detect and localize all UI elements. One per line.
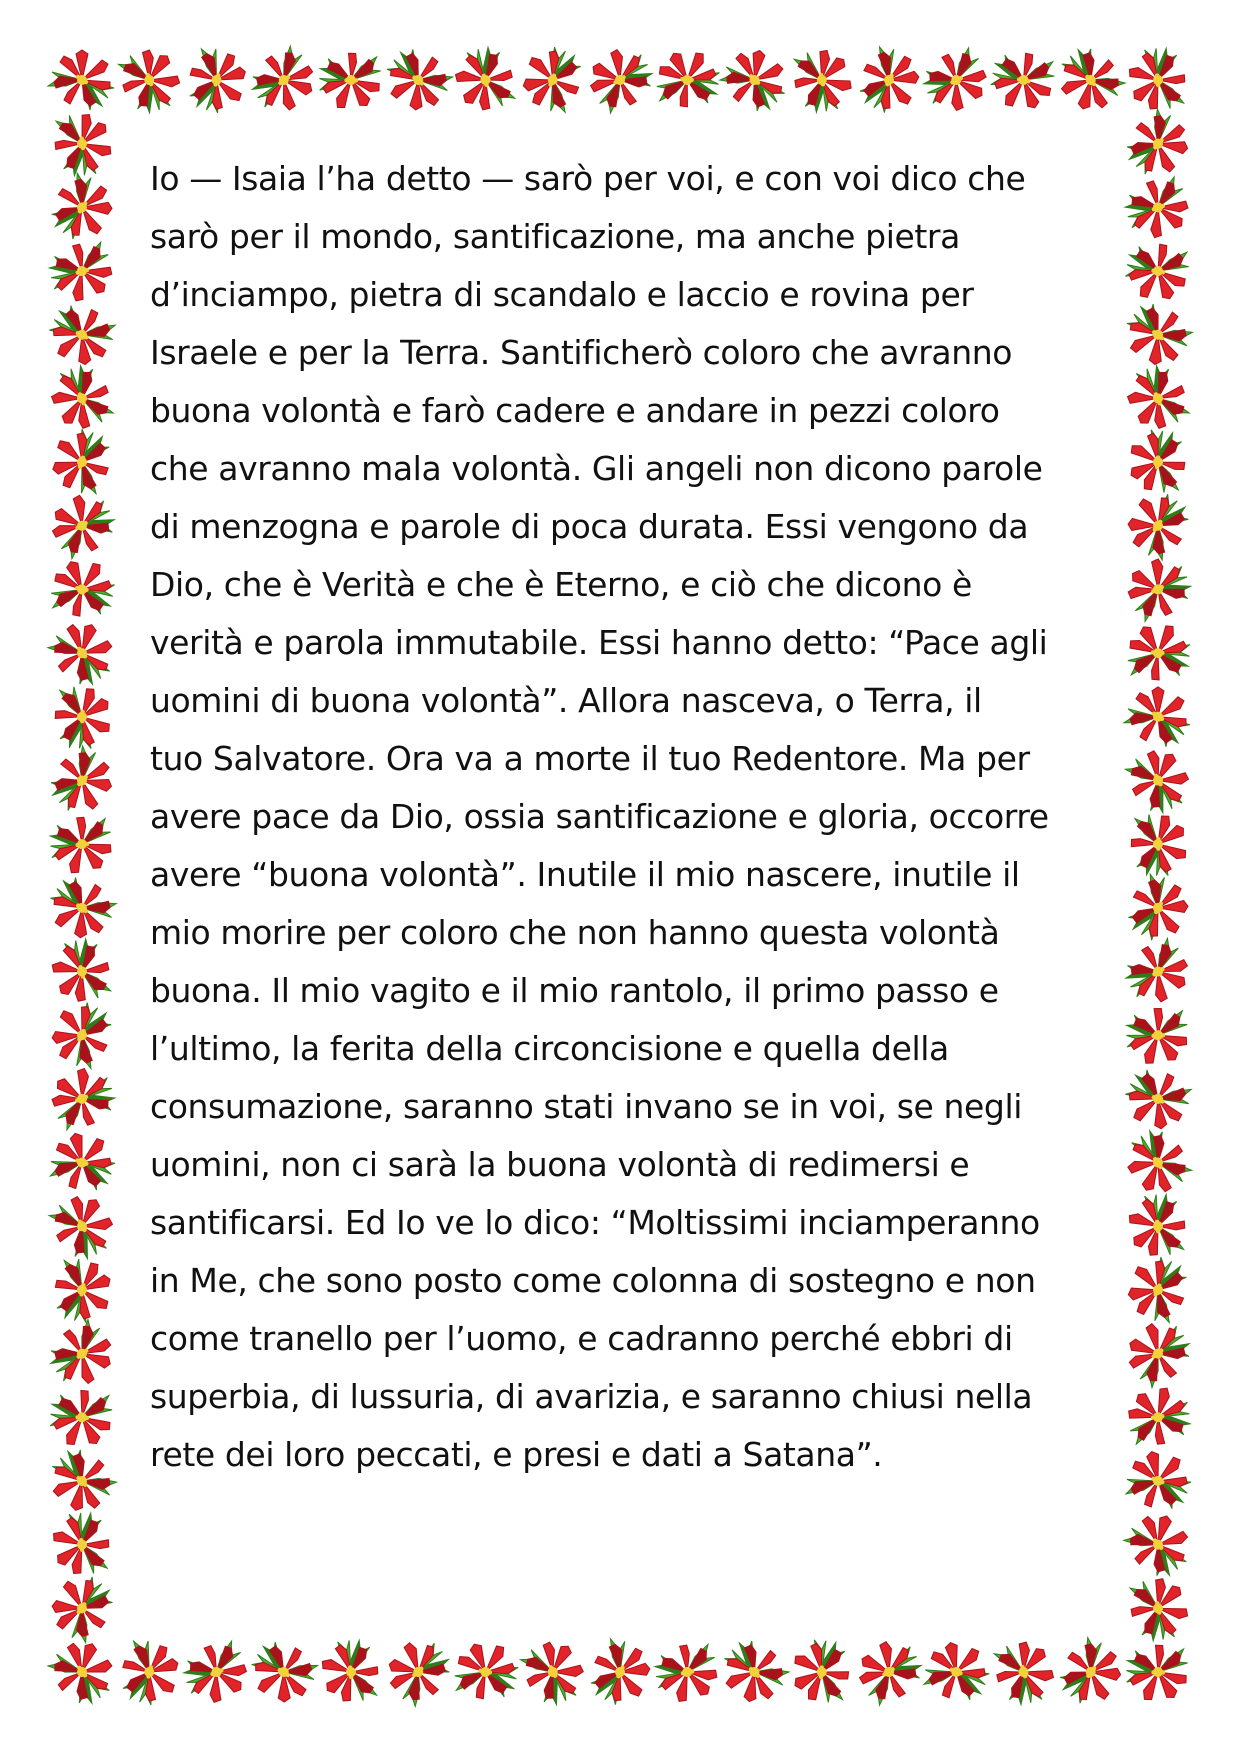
poinsettia-icon xyxy=(1115,799,1201,887)
poinsettia-icon xyxy=(856,43,923,115)
poinsettia-icon xyxy=(173,1627,260,1716)
text-line: uomini, non ci sarà la buona volontà di redimersi e xyxy=(150,1145,970,1184)
poinsettia-icon xyxy=(578,38,661,124)
poinsettia-icon xyxy=(1052,43,1131,118)
poinsettia-icon xyxy=(1117,1506,1198,1583)
poinsettia-icon xyxy=(37,98,125,187)
text-line: tuo Salvatore. Ora va a morte il tuo Redentore. Ma per xyxy=(150,739,1030,778)
poinsettia-icon xyxy=(643,39,729,122)
text-line: come tranello per l’uomo, e cadranno perché ebbri di xyxy=(150,1319,1013,1358)
poinsettia-icon xyxy=(718,1637,793,1708)
poinsettia-icon xyxy=(42,1126,120,1199)
poinsettia-icon xyxy=(39,1375,126,1459)
poinsettia-icon xyxy=(46,741,117,817)
text-line: verità e parola immutabile. Essi hanno detto: “Pace agli xyxy=(150,623,1048,662)
poinsettia-icon xyxy=(49,1001,115,1072)
poinsettia-icon xyxy=(244,38,324,121)
poinsettia-icon xyxy=(1113,1563,1202,1652)
text-line: Israele e per la Terra. Santificherò coloro che avranno xyxy=(150,333,1013,372)
poinsettia-icon xyxy=(914,35,999,122)
poinsettia-icon xyxy=(111,1631,188,1712)
poinsettia-icon xyxy=(38,226,127,315)
text-line: l’ultimo, la ferita della circoncisione e quella della xyxy=(150,1029,949,1068)
poinsettia-icon xyxy=(1123,1065,1195,1132)
text-line: avere “buona volontà”. Inutile il mio nascere, inutile il xyxy=(150,855,1020,894)
poinsettia-icon xyxy=(1119,1445,1196,1517)
poinsettia-icon xyxy=(40,614,122,692)
text-line: mio morire per coloro che non hanno questa volontà xyxy=(150,913,1000,952)
poinsettia-icon xyxy=(39,1501,127,1590)
poinsettia-icon xyxy=(983,39,1067,119)
poinsettia-icon xyxy=(587,1635,654,1707)
poinsettia-icon xyxy=(1115,1183,1203,1272)
text-line: d’inciampo, pietra di scandalo e laccio e rovina per xyxy=(150,275,974,314)
poinsettia-icon xyxy=(48,50,114,110)
poinsettia-icon xyxy=(847,1630,930,1716)
poinsettia-icon xyxy=(1126,492,1189,561)
poinsettia-icon xyxy=(1118,1313,1197,1396)
text-line: Io — Isaia l’ha detto — sarò per voi, e con voi dico che xyxy=(150,159,1026,198)
text-line: superbia, di lussuria, di avarizia, e saranno chiusi nella xyxy=(150,1377,1033,1416)
poinsettia-icon xyxy=(1117,230,1201,311)
poinsettia-icon xyxy=(716,45,791,116)
poinsettia-icon xyxy=(1114,738,1201,822)
text-line: Dio, che è Verità e che è Eterno, e ciò che dicono è xyxy=(150,565,972,604)
poinsettia-icon xyxy=(38,1184,124,1268)
poinsettia-icon xyxy=(178,39,254,119)
poinsettia-icon xyxy=(51,172,113,240)
poinsettia-icon xyxy=(380,1633,455,1712)
poinsettia-icon xyxy=(1115,162,1203,251)
poinsettia-icon xyxy=(780,1630,863,1716)
poinsettia-icon xyxy=(1115,355,1203,442)
poinsettia-icon xyxy=(1115,546,1201,634)
text-line: buona volontà e farò cadere e andare in pezzi coloro xyxy=(150,391,1000,430)
poinsettia-icon xyxy=(38,1055,125,1144)
poinsettia-icon xyxy=(508,1629,595,1714)
poinsettia-icon xyxy=(308,1628,396,1717)
poinsettia-icon xyxy=(1114,611,1201,695)
poinsettia-icon xyxy=(48,876,117,939)
text-line: buona. Il mio vagito e il mio rantolo, il primo passo e xyxy=(150,971,999,1010)
poinsettia-icon xyxy=(978,1627,1067,1716)
poinsettia-icon xyxy=(1115,1629,1203,1715)
poinsettia-icon xyxy=(442,36,531,125)
poinsettia-icon xyxy=(1058,1636,1124,1707)
text-line: di menzogna e parole di poca durata. Essi vengono da xyxy=(150,507,1029,546)
poinsettia-icon xyxy=(517,43,588,119)
poinsettia-icon xyxy=(1117,928,1200,1014)
poinsettia-icon xyxy=(917,1636,993,1707)
text-line: consumazione, saranno stati invano se in voi, se negli xyxy=(150,1087,1023,1126)
poinsettia-icon xyxy=(39,550,123,630)
poinsettia-icon xyxy=(1113,1374,1202,1463)
poinsettia-icon xyxy=(251,1641,318,1702)
text-line: avere pace da Dio, ossia santificazione e gloria, occorre xyxy=(150,797,1049,836)
poinsettia-icon xyxy=(1115,991,1203,1078)
poinsettia-icon xyxy=(1117,1122,1201,1203)
poinsettia-icon xyxy=(308,37,396,123)
poinsettia-icon xyxy=(39,355,127,442)
text-line: sarò per il mondo, santificazione, ma anche pietra xyxy=(150,217,960,256)
poinsettia-icon xyxy=(39,672,124,759)
text-line: rete dei loro peccati, e presi e dati a Satana”. xyxy=(150,1435,883,1474)
poinsettia-icon xyxy=(1123,302,1195,369)
text-line: che avranno mala volontà. Gli angeli non dicono parole xyxy=(150,449,1043,488)
poinsettia-icon xyxy=(1126,872,1189,941)
text-line: santificarsi. Ed Io ve lo dico: “Moltissimi inciamperanno xyxy=(150,1203,1040,1242)
poinsettia-icon xyxy=(104,36,193,124)
poinsettia-icon xyxy=(47,301,119,368)
poinsettia-icon xyxy=(38,928,127,1017)
text-line: in Me, che sono posto come colonna di sostegno e non xyxy=(150,1261,1036,1300)
poinsettia-icon xyxy=(384,47,455,113)
poinsettia-icon xyxy=(45,424,119,503)
poinsettia-icon xyxy=(1123,1254,1193,1329)
poinsettia-icon xyxy=(1117,420,1200,506)
poinsettia-icon xyxy=(643,1627,732,1716)
body-text xyxy=(150,150,1110,1484)
text-line: uomini di buona volontà”. Allora nasceva, o Terra, il xyxy=(150,681,982,720)
poinsettia-icon xyxy=(44,1445,121,1517)
poinsettia-icon xyxy=(42,1247,122,1330)
poinsettia-icon xyxy=(38,800,127,888)
poinsettia-icon xyxy=(1123,105,1193,180)
poinsettia-icon xyxy=(40,1632,123,1711)
poinsettia-icon xyxy=(43,1311,122,1394)
poinsettia-icon xyxy=(1124,687,1190,747)
poinsettia-icon xyxy=(40,484,123,570)
poinsettia-icon xyxy=(777,35,866,124)
poinsettia-icon xyxy=(50,1574,114,1644)
poinsettia-icon xyxy=(443,1632,527,1712)
